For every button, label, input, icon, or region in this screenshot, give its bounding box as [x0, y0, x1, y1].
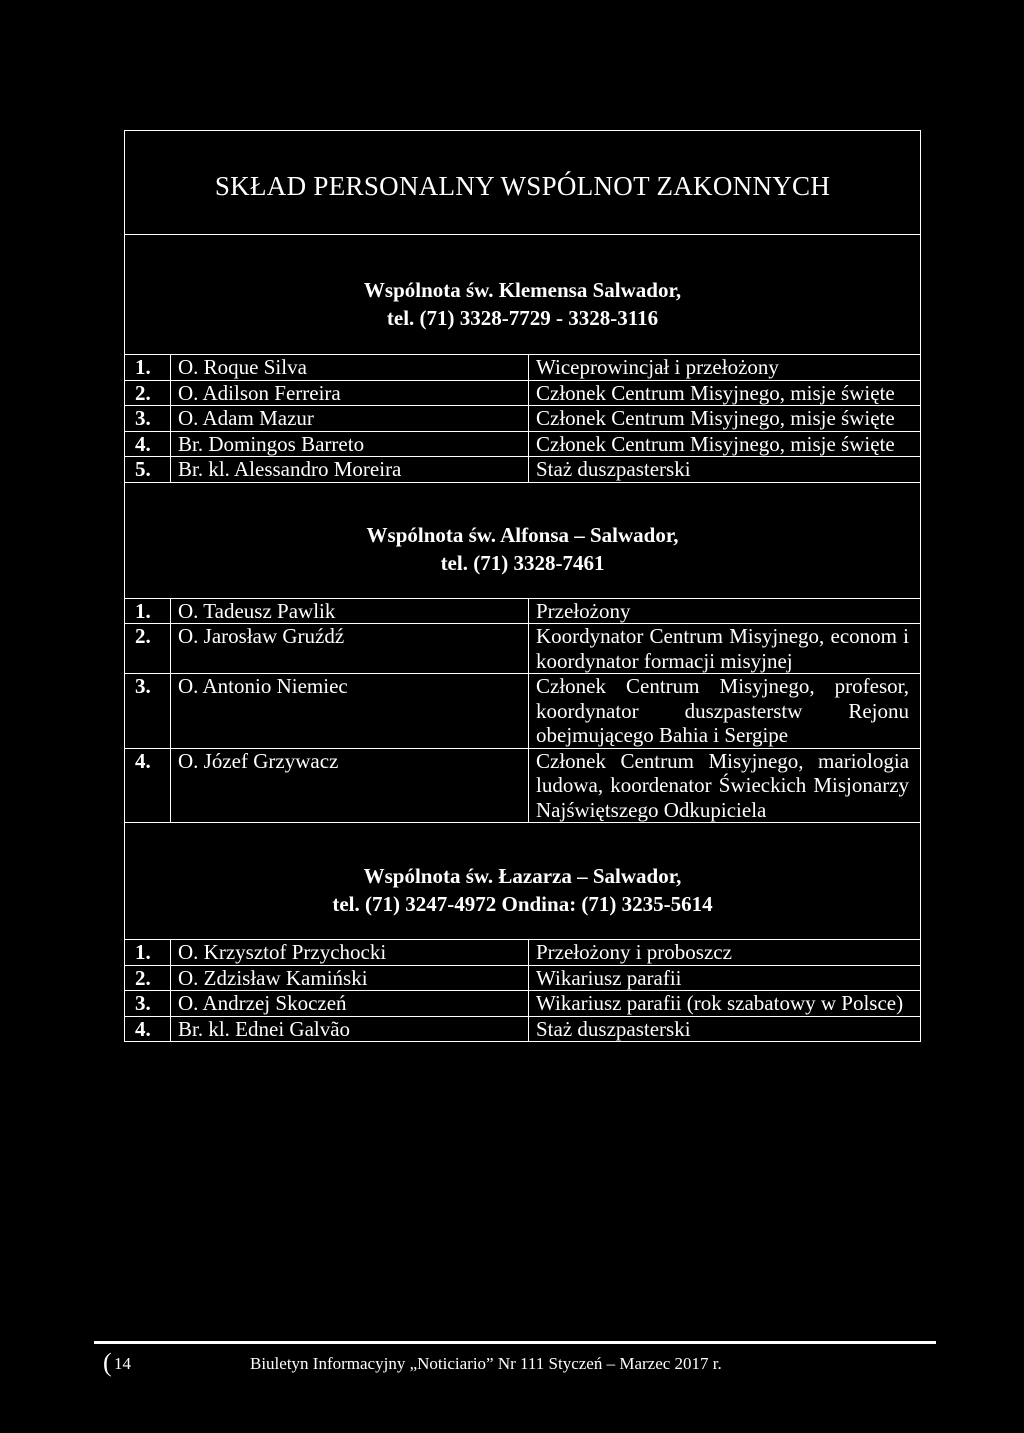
table-row: [125, 965, 921, 991]
member-name: O. Roque Silva: [171, 355, 529, 381]
member-number: 2.: [125, 965, 171, 991]
community-header: [125, 235, 921, 355]
table-row: [125, 674, 921, 749]
member-name: Br. kl. Ednei Galvão: [171, 1016, 529, 1042]
member-number: 3.: [125, 991, 171, 1017]
member-role: Wikariusz parafii: [529, 965, 921, 991]
community-phone: tel. (71) 3328-7461: [440, 551, 605, 575]
member-role: Staż duszpasterski: [529, 1016, 921, 1042]
table-row: [125, 991, 921, 1017]
member-number: 2.: [125, 624, 171, 674]
member-number: 4.: [125, 431, 171, 457]
table-row: [125, 431, 921, 457]
page-number-bracket: (: [103, 1348, 112, 1377]
page-title: SKŁAD PERSONALNY WSPÓLNOT ZAKONNYCH: [214, 171, 831, 202]
member-name: O. Zdzisław Kamiński: [171, 965, 529, 991]
member-role: Wiceprowincjał i przełożony: [529, 355, 921, 381]
table-row: [125, 1016, 921, 1042]
member-role: Członek Centrum Misyjnego, misje święte: [529, 406, 921, 432]
member-number: 4.: [125, 748, 171, 823]
community-name: Wspólnota św. Klemensa Salwador,: [363, 277, 682, 302]
member-role: Członek Centrum Misyjnego, misje święte: [529, 380, 921, 406]
member-name: O. Adam Mazur: [171, 406, 529, 432]
member-role: Staż duszpasterski: [529, 457, 921, 483]
member-name: Br. Domingos Barreto: [171, 431, 529, 457]
table-row: [125, 380, 921, 406]
title-row: [125, 131, 921, 235]
member-number: 1.: [125, 940, 171, 966]
member-role: Wikariusz parafii (rok szabatowy w Polsce): [529, 991, 921, 1017]
table-row: [125, 940, 921, 966]
member-role: Przełożony: [529, 598, 921, 624]
community-phone: tel. (71) 3247-4972 Ondina: (71) 3235-5614: [332, 892, 713, 916]
community-name: Wspólnota św. Łazarza – Salwador,: [363, 864, 682, 888]
member-role: Członek Centrum Misyjnego, misje święte: [529, 431, 921, 457]
table-row: [125, 598, 921, 624]
member-name: O. Jarosław Gruźdź: [171, 624, 529, 674]
member-role: Członek Centrum Misyjnego, mariologia ludowa, koordenator Świeckich Misjonarzy Najświętszego Odkupiciela: [529, 748, 921, 823]
member-name: Br. kl. Alessandro Moreira: [171, 457, 529, 483]
member-name: O. Krzysztof Przychocki: [171, 940, 529, 966]
member-number: 4.: [125, 1016, 171, 1042]
member-number: 3.: [125, 674, 171, 749]
footer-divider: [94, 1341, 936, 1344]
table-row: [125, 748, 921, 823]
member-number: 1.: [125, 355, 171, 381]
member-role: Koordynator Centrum Misyjnego, econom i koordynator formacji misyjnej: [529, 624, 921, 674]
member-name: O. Adilson Ferreira: [171, 380, 529, 406]
table-row: [125, 457, 921, 483]
member-number: 2.: [125, 380, 171, 406]
table-row: [125, 355, 921, 381]
member-name: O. Antonio Niemiec: [171, 674, 529, 749]
member-name: O. Józef Grzywacz: [171, 748, 529, 823]
personnel-document: [124, 130, 920, 1042]
member-role: Przełożony i proboszcz: [529, 940, 921, 966]
table-row: [125, 624, 921, 674]
page-number: 14: [114, 1354, 131, 1373]
member-number: 3.: [125, 406, 171, 432]
table-row: [125, 406, 921, 432]
member-number: 5.: [125, 457, 171, 483]
page-footer: [0, 1340, 1024, 1400]
community-header: [125, 823, 921, 940]
footer-publication: Biuletyn Informacyjny „Noticiario” Nr 111 Styczeń – Marzec 2017 r.: [250, 1354, 722, 1373]
member-role: Członek Centrum Misyjnego, profesor, koordynator duszpasterstw Rejonu obejmującego Bahia i Sergipe: [529, 674, 921, 749]
member-name: O. Andrzej Skoczeń: [171, 991, 529, 1017]
community-header: [125, 482, 921, 598]
community-phone: tel. (71) 3328-7729 - 3328-3116: [386, 305, 659, 330]
community-name: Wspólnota św. Alfonsa – Salwador,: [366, 523, 679, 547]
member-number: 1.: [125, 598, 171, 624]
personnel-table: [124, 130, 921, 1042]
member-name: O. Tadeusz Pawlik: [171, 598, 529, 624]
